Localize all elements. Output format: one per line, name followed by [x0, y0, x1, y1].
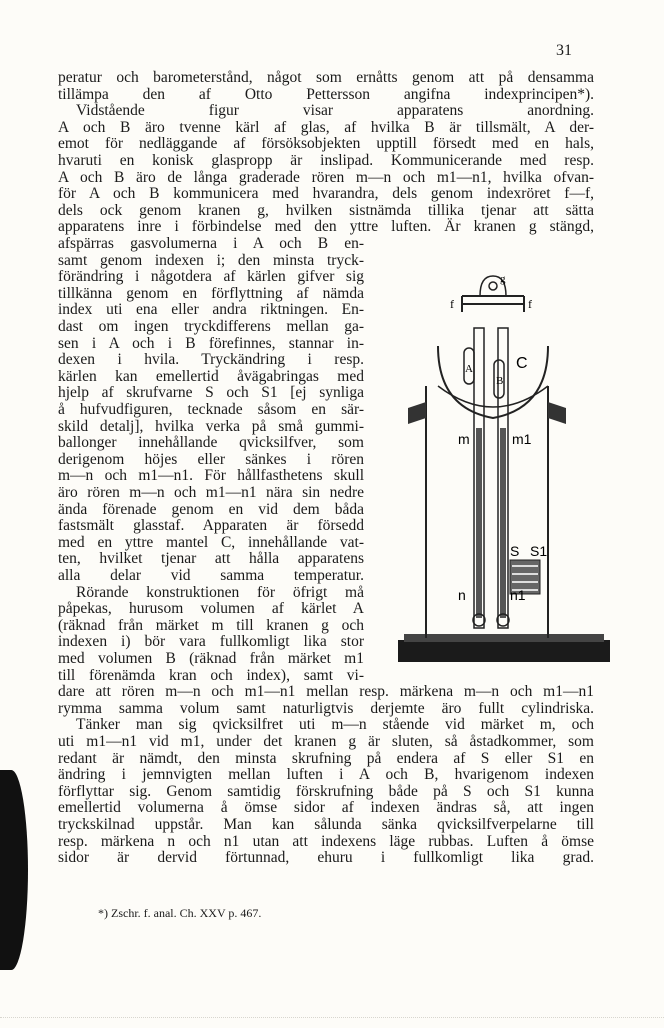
footnote: *) Zschr. f. anal. Ch. XXV p. 467. — [98, 906, 262, 920]
book-spine-shadow — [0, 770, 28, 970]
text-line: (räknad från märket m till kranen g och — [58, 616, 364, 634]
text-line: peratur och barometerstånd, något som ernåtts genom att på densamma — [58, 69, 594, 86]
text-line: emellertid volumerna å ömse sidor af indexen ändras så, att ingen — [58, 799, 594, 817]
text-line: ändring i jemnvigten mellan luften i A och B, hvarigenom indexen — [58, 766, 594, 784]
text-line: dare att rören m—n och m1—n1 mellan resp. märkena m—n och m1—n1 — [58, 683, 594, 701]
label-n: n — [458, 587, 466, 603]
text-line: indexen i) bör vara fullkomligt lika stor — [58, 633, 364, 651]
base-plate — [398, 640, 610, 662]
text-line: till förenämda kran och index), samt vi- — [58, 666, 364, 684]
text-line: ballonger innehållande qvicksilfver, som — [58, 434, 364, 452]
text-line: derigenom höjes eller sänkes i rören — [58, 450, 364, 468]
text-line: dexen i hvila. Tryckändring i resp. — [58, 351, 364, 369]
text-line: tryckskilnad uppstår. Man kan sålunda sänka qvicksilfverpelarne till — [58, 816, 594, 833]
vessel-bottom — [438, 386, 548, 407]
text-line: sen i A och i B förefinnes, stannar in- — [58, 334, 364, 352]
text-line: hjelp af skrufvarne S och S1 [ej synliga — [58, 384, 364, 402]
text-line: resp. märkena n och n1 utan att indexens läge rubbas. Luften å ömse — [58, 832, 594, 850]
tube-fill-m — [476, 428, 482, 618]
text-line: för A och B kommunicera med hvarandra, dels genom indexröret f—f, — [58, 185, 594, 203]
text-line: samt genom indexen i; den minsta tryck- — [58, 251, 364, 269]
page-number: 31 — [556, 42, 572, 59]
text-line: med en yttre mantel C, innehållande vat- — [58, 533, 364, 551]
text-line: påpekas, hurusom volumen af kärlet A — [58, 600, 364, 618]
text-line: tillkänna genom en förflyttning af nämda — [58, 284, 364, 302]
text-line: A och B äro tvenne kärl af glas, af hvilka B är tillsmält, A der- — [58, 118, 594, 136]
scan-edge — [0, 1017, 664, 1028]
text-line: A och B äro de långa graderade rören m—n och m1—n1, hvilka ofvan- — [58, 168, 594, 186]
text-line: dels ock genom kranen g, hvilken sistnämda tillika tjenar att sätta — [58, 201, 594, 219]
text-line: ten, hvilket tjenar att hålla apparatens — [58, 550, 364, 568]
mantle-shading — [408, 402, 566, 424]
text-line: förändring i någotdera af kärlen gifver sig — [58, 268, 364, 286]
text-line: rymma samma volum samt naturligtvis derjemte äro fullt cylindriska. — [58, 699, 594, 717]
label-f-left: f — [450, 297, 454, 311]
label-f-right: f — [528, 297, 532, 311]
text-line: m—n och m1—n1. För hållfasthetens skull — [58, 467, 364, 485]
label-s1: S1 — [530, 543, 548, 559]
text-line: kärlen kan emellertid åvägabringas med — [58, 367, 364, 385]
text-line: äro rören m—n och m1—n1 nära sin nedre — [58, 484, 364, 501]
text-line: Vidstående figur visar apparatens anordning. — [76, 102, 594, 120]
text-line: ända förenade genom en vid dem båda — [58, 500, 364, 518]
label-b: B — [496, 375, 504, 387]
label-n1: n1 — [510, 587, 526, 603]
apparatus-figure — [398, 268, 610, 684]
base-top — [404, 634, 604, 642]
text-line: hvaruti en konisk glaspropp är inslipad. Kommunicerande med resp. — [58, 152, 594, 169]
index-tube-f — [462, 296, 524, 312]
text-line: Tänker man sig qvicksilfret uti m—n stående vid märket m, och — [76, 716, 594, 734]
text-line: apparatens inre i förbindelse med den yttre luften. Är kranen g stängd, — [58, 218, 594, 236]
label-a: A — [465, 363, 473, 375]
text-line: uti m1—n1 vid m1, under det kranen g är sluten, så åstadkommer, som — [58, 733, 594, 750]
text-line: Rörande konstruktionen för öfrigt må — [76, 583, 364, 601]
text-line: alla delar vid samma temperatur. — [58, 567, 364, 584]
mantle-c — [426, 386, 548, 638]
text-line: å hufvudfiguren, tecknade såsom en sär- — [58, 401, 364, 418]
label-g: g — [500, 273, 506, 285]
text-line: med volumen B (räknad från märket m1 — [58, 650, 364, 667]
label-c: C — [516, 355, 528, 372]
text-line: redant är nämdt, den minsta skrufning på endera af S eller S1 en — [58, 749, 594, 767]
text-line: afspärras gasvolumerna i A och B en- — [58, 235, 364, 252]
text-line: emot för nedläggande af försöksobjekten upptill försedt med en hals, — [58, 135, 594, 153]
text-line: fastsmält glasstaf. Apparaten är försedd — [58, 517, 364, 535]
text-line: tillämpa den af Otto Pettersson angifna indexprincipen*). — [58, 85, 594, 103]
label-m: m — [458, 431, 470, 447]
text-line: skild detalj], hvilka verka på små gummi- — [58, 417, 364, 435]
text-line: index uti ena eller andra riktningen. En- — [58, 301, 364, 319]
text-line: dast om ingen tryckdifferens mellan ga- — [58, 318, 364, 335]
label-s: S — [510, 543, 520, 559]
text-line: förflyttar sig. Genom samtidig förskrufning både på S och S1 kunna — [58, 782, 594, 800]
tube-fill-m1 — [500, 428, 506, 618]
tap-g — [489, 282, 497, 290]
text-line: sidor är dervid förtunnad, ehuru i fullkomligt lika grad. — [58, 849, 594, 867]
label-m1: m1 — [512, 431, 532, 447]
